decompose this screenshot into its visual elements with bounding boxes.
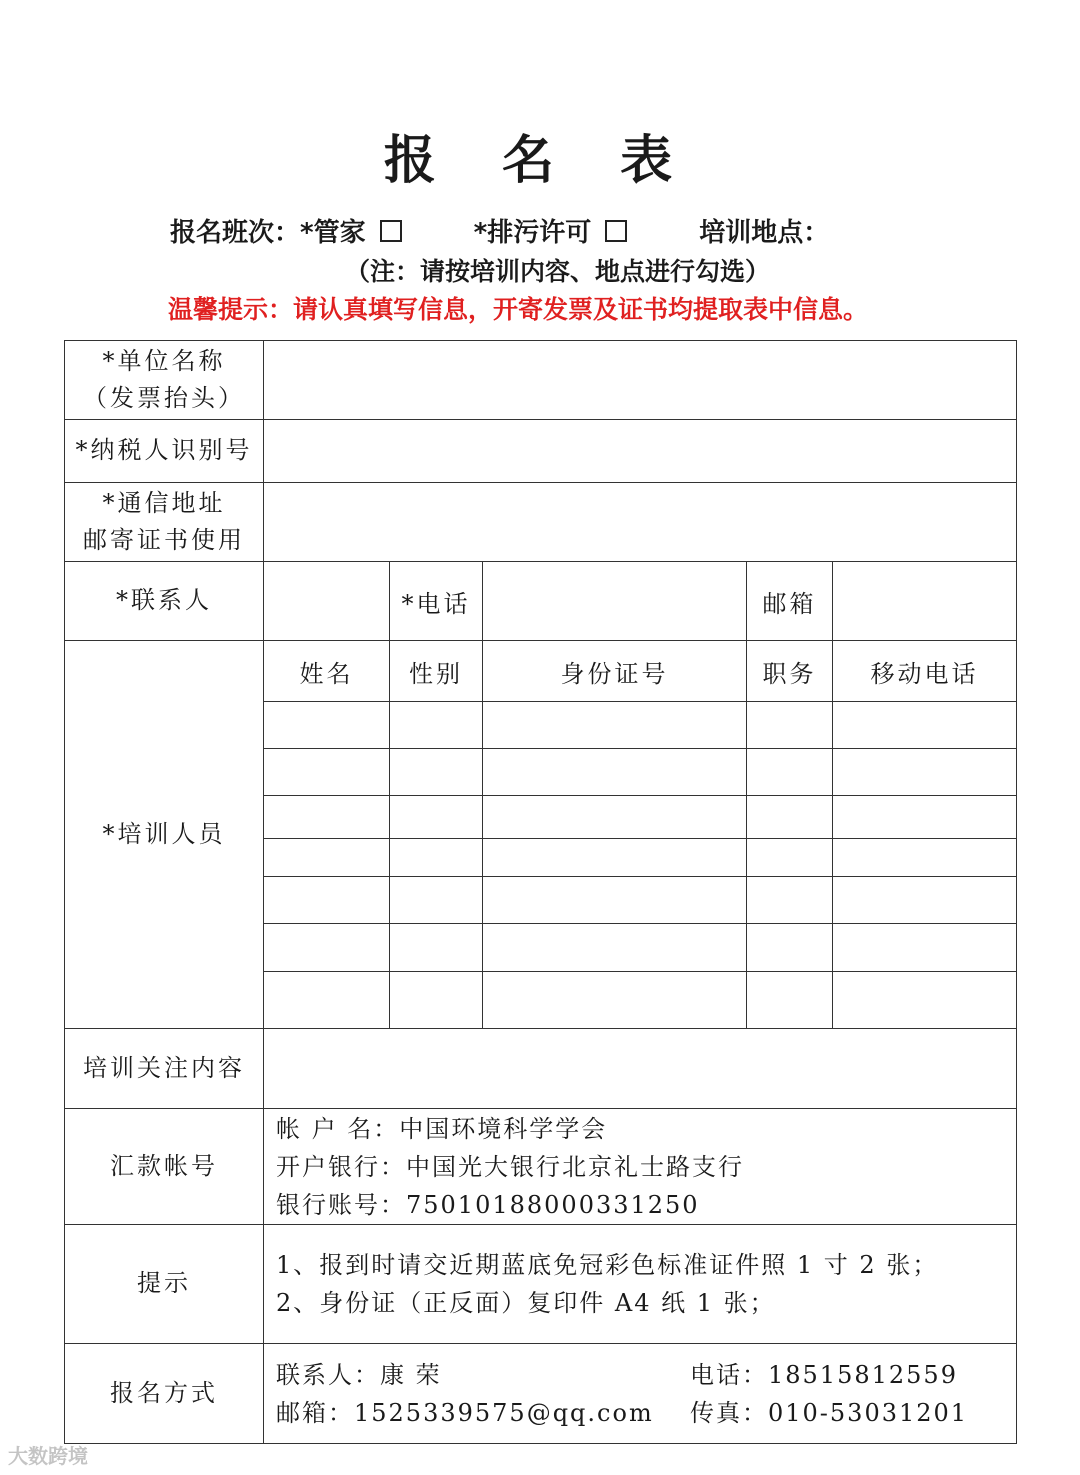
signup-phone: 电话：18515812559 (690, 1360, 958, 1389)
trainee-name-cell[interactable] (264, 749, 390, 796)
account-number: 银行账号：75010188000331250 (276, 1190, 700, 1219)
trainee-name-cell[interactable] (264, 972, 390, 1029)
header-gender: 性别 (390, 641, 483, 702)
remittance-label: 汇款帐号 (65, 1109, 264, 1225)
option-butler-checkbox[interactable] (380, 220, 402, 242)
trainee-mobile-cell[interactable] (833, 924, 1017, 972)
address-input[interactable] (264, 483, 1017, 562)
trainee-id-cell[interactable] (483, 839, 747, 877)
tips-info (264, 1225, 1017, 1344)
signup-label: 报名方式 (65, 1344, 264, 1444)
option-permit-label: *排污许可 (473, 218, 592, 248)
location-label: 培训地点： (699, 218, 830, 248)
reminder-text: 温馨提示：请认真填写信息，开寄发票及证书均提取表中信息。 (168, 295, 869, 324)
tax-id-input[interactable] (264, 420, 1017, 483)
focus-input[interactable] (264, 1029, 1017, 1109)
account-name: 帐 户 名：中国环境科学学会 (276, 1114, 608, 1143)
trainee-gender-cell[interactable] (390, 749, 483, 796)
trainee-gender-cell[interactable] (390, 972, 483, 1029)
tip-2: 2、身份证（正反面）复印件 A4 纸 1 张； (276, 1289, 776, 1317)
page-title: 报 名 表 (383, 131, 697, 191)
trainee-gender-cell[interactable] (390, 839, 483, 877)
trainee-id-cell[interactable] (483, 924, 747, 972)
trainee-position-cell[interactable] (747, 924, 833, 972)
unit-name-input[interactable] (264, 341, 1017, 420)
trainee-position-cell[interactable] (747, 839, 833, 877)
address-label: *通信地址 邮寄证书使用 (65, 483, 264, 562)
class-label: 报名班次： (170, 218, 301, 248)
signup-fax: 传真：010-53031201 (690, 1398, 969, 1427)
trainee-position-cell[interactable] (747, 877, 833, 924)
signup-contact: 联系人：康 荣 (276, 1360, 442, 1389)
trainee-mobile-cell[interactable] (833, 796, 1017, 839)
tip-1: 1、报到时请交近期蓝底免冠彩色标准证件照 1 寸 2 张； (276, 1251, 939, 1279)
header-name: 姓名 (264, 641, 390, 702)
trainee-name-cell[interactable] (264, 702, 390, 749)
trainee-name-cell[interactable] (264, 839, 390, 877)
trainee-mobile-cell[interactable] (833, 839, 1017, 877)
registration-table (64, 340, 1017, 1444)
remittance-info (264, 1109, 1017, 1225)
trainee-gender-cell[interactable] (390, 877, 483, 924)
email-input[interactable] (833, 562, 1017, 641)
signup-email: 邮箱：1525339575@qq.com (276, 1398, 654, 1427)
trainee-id-cell[interactable] (483, 796, 747, 839)
phone-label: *电话 (390, 562, 483, 641)
trainee-name-cell[interactable] (264, 877, 390, 924)
option-permit-checkbox[interactable] (605, 220, 627, 242)
trainee-position-cell[interactable] (747, 972, 833, 1029)
trainee-name-cell[interactable] (264, 924, 390, 972)
trainee-gender-cell[interactable] (390, 702, 483, 749)
tips-label: 提示 (65, 1225, 264, 1344)
trainee-position-cell[interactable] (747, 749, 833, 796)
trainee-id-cell[interactable] (483, 749, 747, 796)
contact-label: *联系人 (65, 562, 264, 641)
trainee-mobile-cell[interactable] (833, 702, 1017, 749)
contact-input[interactable] (264, 562, 390, 641)
trainee-mobile-cell[interactable] (833, 972, 1017, 1029)
trainee-position-cell[interactable] (747, 702, 833, 749)
class-selection-line (170, 212, 829, 249)
trainee-position-cell[interactable] (747, 796, 833, 839)
focus-label: 培训关注内容 (65, 1029, 264, 1109)
header-id-number: 身份证号 (483, 641, 747, 702)
trainee-gender-cell[interactable] (390, 924, 483, 972)
trainees-label: *培训人员 (65, 641, 264, 1029)
trainee-id-cell[interactable] (483, 972, 747, 1029)
trainee-id-cell[interactable] (483, 877, 747, 924)
trainee-mobile-cell[interactable] (833, 749, 1017, 796)
phone-input[interactable] (483, 562, 747, 641)
trainee-id-cell[interactable] (483, 702, 747, 749)
email-label: 邮箱 (747, 562, 833, 641)
header-position: 职务 (747, 641, 833, 702)
selection-note: （注：请按培训内容、地点进行勾选） (345, 257, 771, 286)
bank-name: 开户银行：中国光大银行北京礼士路支行 (276, 1152, 744, 1181)
trainee-name-cell[interactable] (264, 796, 390, 839)
trainee-mobile-cell[interactable] (833, 877, 1017, 924)
signup-info (264, 1344, 1017, 1444)
tax-id-label: *纳税人识别号 (65, 420, 264, 483)
header-mobile: 移动电话 (833, 641, 1017, 702)
option-butler-label: *管家 (300, 218, 366, 248)
trainee-gender-cell[interactable] (390, 796, 483, 839)
watermark-text: 大数跨境 (8, 1444, 88, 1468)
unit-name-label: *单位名称 （发票抬头） (65, 341, 264, 420)
